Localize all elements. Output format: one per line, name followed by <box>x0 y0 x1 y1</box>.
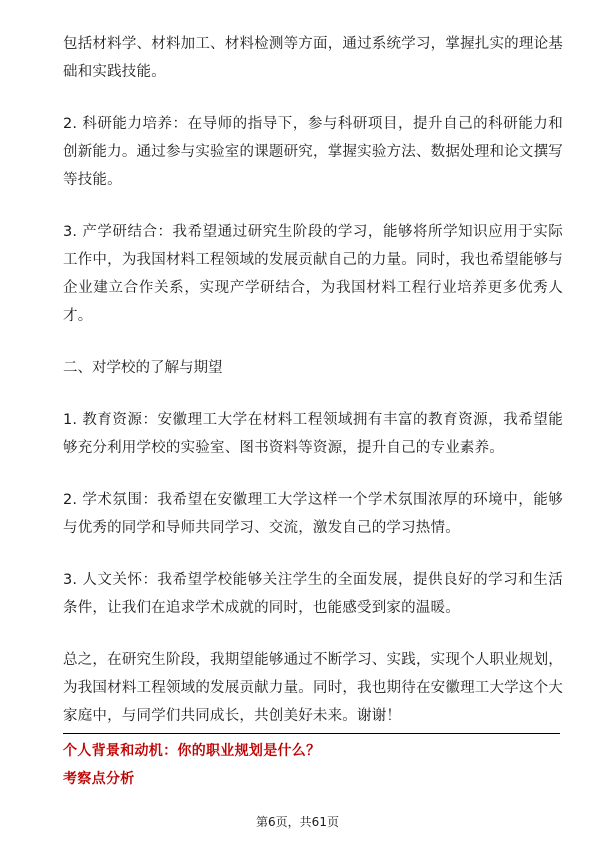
section-divider <box>63 733 560 734</box>
analysis-heading: 考察点分析 <box>63 771 135 787</box>
page-content <box>63 30 563 754</box>
paragraph-research-ability: 2. 科研能力培养：在导师的指导下，参与科研项目，提升自己的科研能力和创新能力。通过参与实验室的课题研究，掌握实验方法、数据处理和论文撰写等技能。 <box>63 116 563 188</box>
question-heading: 个人背景和动机：你的职业规划是什么？ <box>63 743 321 759</box>
paragraph-humanistic-care: 3. 人文关怀：我希望学校能够关注学生的全面发展，提供良好的学习和生活条件，让我们在追求学术成就的同时，也能感受到家的温暖。 <box>63 572 563 616</box>
paragraph-conclusion: 总之，在研究生阶段，我期望能够通过不断学习、实践，实现个人职业规划，为我国材料工程领域的发展贡献力量。同时，我也期待在安徽理工大学这个大家庭中，与同学们共同成长，共创美好未来。谢谢！ <box>63 652 563 724</box>
page-number-footer: 第6页，共61页 <box>256 815 339 829</box>
paragraph-industry-research: 3. 产学研结合：我希望通过研究生阶段的学习，能够将所学知识应用于实际工作中，为我国材料工程领域的发展贡献自己的力量。同时，我也希望能够与企业建立合作关系，实现产学研结合，为我国材料工程行业培养更多优秀人才。 <box>63 224 563 324</box>
paragraph-academic-atmosphere: 2. 学术氛围：我希望在安徽理工大学这样一个学术氛围浓厚的环境中，能够与优秀的同学和导师共同学习、交流，激发自己的学习热情。 <box>63 492 563 536</box>
paragraph-education-resources: 1. 教育资源：安徽理工大学在材料工程领域拥有丰富的教育资源，我希望能够充分利用学校的实验室、图书资料等资源，提升自己的专业素养。 <box>63 412 563 456</box>
section-heading: 二、对学校的了解与期望 <box>63 360 223 376</box>
paragraph-curriculum: 包括材料学、材料加工、材料检测等方面，通过系统学习，掌握扎实的理论基础和实践技能。 <box>63 36 563 80</box>
